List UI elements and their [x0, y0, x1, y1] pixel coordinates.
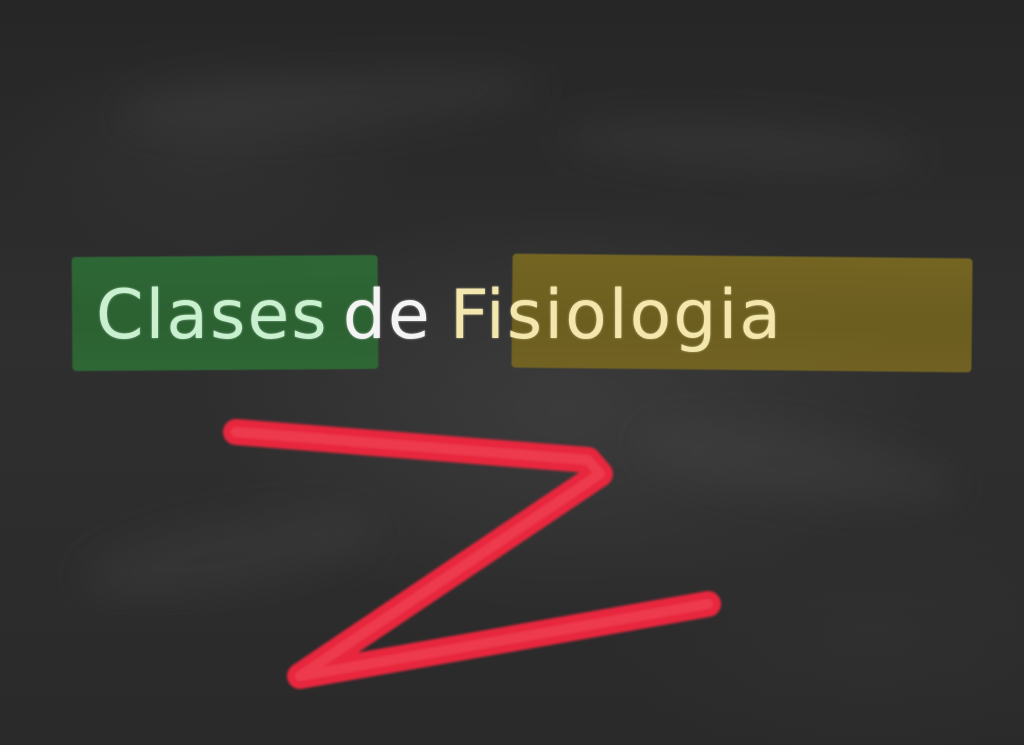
title-word-de: de: [342, 276, 432, 355]
chalk-smudge: [637, 408, 964, 522]
title-word-clases: Clases: [96, 276, 329, 355]
page-title: [96, 276, 783, 355]
chalk-smudge: [559, 111, 921, 180]
chalk-smudge: [76, 494, 384, 615]
title-word-fisiologia: Fisiologia: [449, 276, 783, 355]
chalk-smudge: [118, 55, 541, 144]
